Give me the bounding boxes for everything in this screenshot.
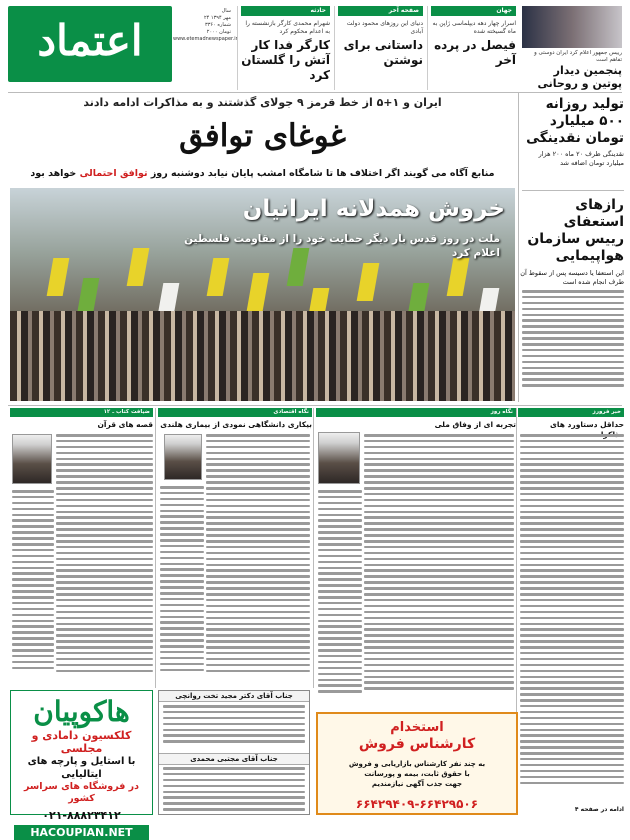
author-photo: [164, 434, 202, 480]
teaser-tag: حادثه: [241, 6, 330, 16]
subhead-highlight: توافق احتمالی: [79, 168, 148, 179]
right-story-aviation[interactable]: [520, 197, 624, 287]
teaser-headline: داستانی برای نوشتن: [343, 38, 423, 67]
section-title[interactable]: قصه های قرآن: [97, 420, 153, 429]
ad-line: در فروشگاه های سراسر کشور: [24, 781, 139, 804]
section-body: [364, 434, 514, 704]
author-photo: [318, 432, 360, 484]
section-tag: نگاه اقتصادی: [158, 408, 312, 417]
author-photo: [12, 434, 52, 484]
ad-logo: هاکوپیان: [33, 695, 130, 728]
lead-subhead: [10, 168, 515, 179]
continued-note: ادامه در صفحه ۴: [574, 806, 624, 813]
issue-line: ۲۰۰۰ تومان: [206, 29, 231, 35]
condolence-body: [163, 705, 305, 745]
issue-info: [173, 8, 238, 78]
section-title[interactable]: تجربه ای از وفاق ملی: [434, 420, 516, 429]
ad-phone: ۰۲۱-۸۸۸۲۳۴۱۲: [42, 809, 121, 822]
ad-job-title: استخدام: [390, 720, 444, 735]
ad-job-sales[interactable]: [316, 712, 518, 815]
section-body: [206, 434, 310, 686]
teaser-last-page[interactable]: [334, 6, 426, 90]
ad-hacoupian[interactable]: [10, 690, 153, 839]
lead-kicker: ایران و ۱+۵ از خط قرمز ۹ جولای گذشتند و به مذاکرات ادامه دادند: [83, 96, 442, 109]
ad-line: کلکسیون دامادی و مجلسی: [31, 729, 132, 755]
teaser-kicker: شهرام محمدی کارگر بازنشسته را به اعدام محکوم کرد: [245, 20, 330, 35]
top-photo-caption[interactable]: [522, 50, 622, 90]
ad-job-desc: با حقوق ثابت، بیمه و پورسانت: [364, 770, 470, 778]
teaser-tag: صفحه آخر: [338, 6, 423, 16]
right-story-headline: تولید روزانه ۵۰۰ میلیارد تومان نقدینگی: [526, 96, 624, 146]
teaser-world[interactable]: [427, 6, 519, 90]
condolence-heading: جناب آقای مجتبی محمدی: [159, 753, 309, 765]
photo-title: خروش همدلانه ایرانیان: [242, 196, 505, 222]
ad-job-desc: جهت جذب آگهی نیازمندیم: [371, 780, 463, 788]
ad-job-role: کارشناس فروش: [358, 736, 476, 752]
issue-line: سال: [221, 8, 231, 14]
right-story-summary: این استعفا یا دسیسه پس از سقوط آن طرف انجام شده است: [520, 269, 624, 286]
right-story-summary: نقدینگی ظرف ۲۰ ماه ۲۰۰ هزار میلیارد تومان اضافه شد: [538, 150, 624, 167]
condolence-heading: جناب آقای دکتر مجید تخت روانچی: [159, 691, 309, 702]
section-body: [520, 434, 624, 806]
lead-headline[interactable]: غوغای توافق: [179, 118, 346, 154]
section-tag: ضیافت کتاب ـ ۱۲: [10, 408, 153, 417]
teaser-kicker: دنیای این روزهای محمود دولت آبادی: [346, 20, 423, 35]
teaser-headline: کارگر فدا کار آتش را گلستان کرد: [241, 38, 330, 82]
subhead-pre: منابع آگاه می گویند اگر اختلاف ها تا شامگاه امشب پایان نیابد دوشنبه روز: [147, 168, 495, 179]
photo-subtitle: ملت در روز قدس بار دیگر حمایت خود را از مقاومت فلسطین اعلام کرد: [184, 233, 500, 259]
teaser-tag: جهان: [431, 6, 516, 16]
teaser-headline: فیصل در پرده آخر: [434, 38, 516, 67]
right-story-liquidity[interactable]: [520, 96, 624, 168]
top-photo: [522, 6, 622, 48]
issue-line: www.etemadnewspaper.ir: [173, 36, 238, 42]
newspaper-logo: اعتماد: [8, 6, 172, 82]
ad-condolence: [158, 690, 310, 815]
right-story-headline: رازهای استعفای رییس سازمان هواپیمایی: [527, 197, 624, 264]
section-body: [160, 486, 204, 686]
top-photo-headline: پنجمین دیدار پوتین و روحانی: [537, 64, 622, 90]
section-title[interactable]: حداقل دستاورد های: [550, 420, 624, 429]
section-body: [318, 490, 362, 704]
section-tag: نگاه روز: [316, 408, 516, 417]
ad-job-phone: ۶۶۴۲۹۴۰۹-۶۶۴۲۹۵۰۶: [355, 797, 479, 811]
section-title[interactable]: بیکاری دانشگاهی نمودی از بیماری هلندی: [160, 420, 312, 429]
ad-line: با استایل و پارچه های ایتالیایی: [27, 756, 136, 780]
top-photo-kicker: رییس جمهور اعلام کرد ایران دوستی و تفاهم است: [534, 50, 622, 63]
section-body: [56, 434, 153, 686]
section-body: [12, 490, 54, 686]
subhead-post: خواهد بود: [30, 168, 80, 179]
teaser-kicker: اسرار چهار دهه دیپلماسی ژاپن به ماه گسیخته شده: [432, 20, 516, 35]
condolence-body: [163, 767, 305, 811]
issue-line: شماره ۳۳۶۰: [205, 22, 231, 28]
issue-line: ۲۴ مهر ۱۳۹۴: [203, 15, 231, 21]
ad-job-desc: به چند نفر کارشناس بازاریابی و فروش: [348, 760, 486, 768]
ad-url[interactable]: HACOUPIAN.NET: [14, 825, 149, 840]
section-tag: خبر فرورز: [518, 408, 624, 417]
teaser-incident[interactable]: [237, 6, 333, 90]
right-story-body: [522, 290, 624, 402]
